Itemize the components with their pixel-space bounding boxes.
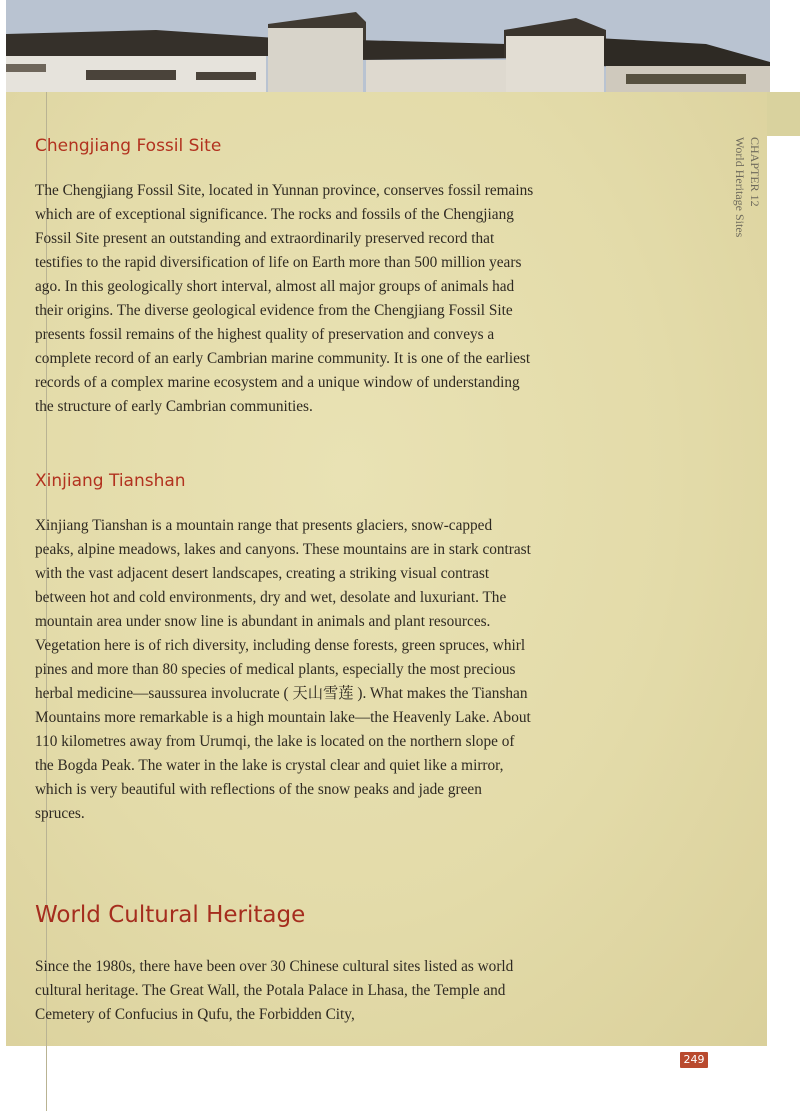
section-heading-world-cultural-heritage: World Cultural Heritage <box>35 902 306 928</box>
paragraph-xinjiang: Xinjiang Tianshan is a mountain range that presents glaciers, snow-capped peaks, alpine meadows, lakes and canyons. These mountains are in stark contrast with the vast adjacent desert landscapes, creating a striking visual contrast between hot and cold environments, dry and wet, desolate and luxuriant. The mountain area under snow line is abundant in animals and plant resources. Vegetation here is of rich diversity, including dense forests, green spruces, whirl pines and more than 80 species of medical plants, especially the most precious herbal medicine—saussurea involucrate ( 天山雪莲 ). What makes the Tianshan Mountains more remarkable is a high mountain lake—the Heavenly Lake. About 110 kilometres away from Urumqi, the lake is located on the northern slope of the Bogda Peak. The water in the lake is crystal clear and quiet like a mirror, which is very beautiful with reflections of the snow peaks and jade green spruces. <box>35 517 531 822</box>
section-heading-xinjiang: Xinjiang Tianshan <box>35 471 186 491</box>
chapter-running-head <box>726 137 762 259</box>
paragraph-world-cultural-heritage: Since the 1980s, there have been over 30 Chinese cultural sites listed as world cultural heritage. The Great Wall, the Potala Palace in Lhasa, the Temple and Cemetery of Confucius in Qufu, the Forbidden City, <box>35 958 514 1023</box>
section-heading-chengjiang: Chengjiang Fossil Site <box>35 136 222 156</box>
rooftops-illustration <box>6 0 770 92</box>
chapter-side-tab <box>767 92 800 136</box>
paragraph-chengjiang: The Chengjiang Fossil Site, located in Yunnan province, conserves fossil remains which are of exceptional significance. The rocks and fossils of the Chengjiang Fossil Site present an outstanding and extraordinarily preserved record that testifies to the rapid diversification of life on Earth more than 500 million years ago. In this geologically short interval, almost all major groups of animals had their origins. The diverse geological evidence from the Chengjiang Fossil Site presents fossil remains of the highest quality of preservation and conveys a complete record of an early Cambrian marine community. It is one of the earliest records of a complex marine ecosystem and a unique window of understanding the structure of early Cambrian communities. <box>35 182 534 415</box>
chapter-number: CHAPTER 12 <box>748 137 762 207</box>
header-photo-banner <box>6 0 770 92</box>
page-number-badge: 249 <box>680 1052 708 1068</box>
chapter-title: World Heritage Sites <box>733 137 747 238</box>
